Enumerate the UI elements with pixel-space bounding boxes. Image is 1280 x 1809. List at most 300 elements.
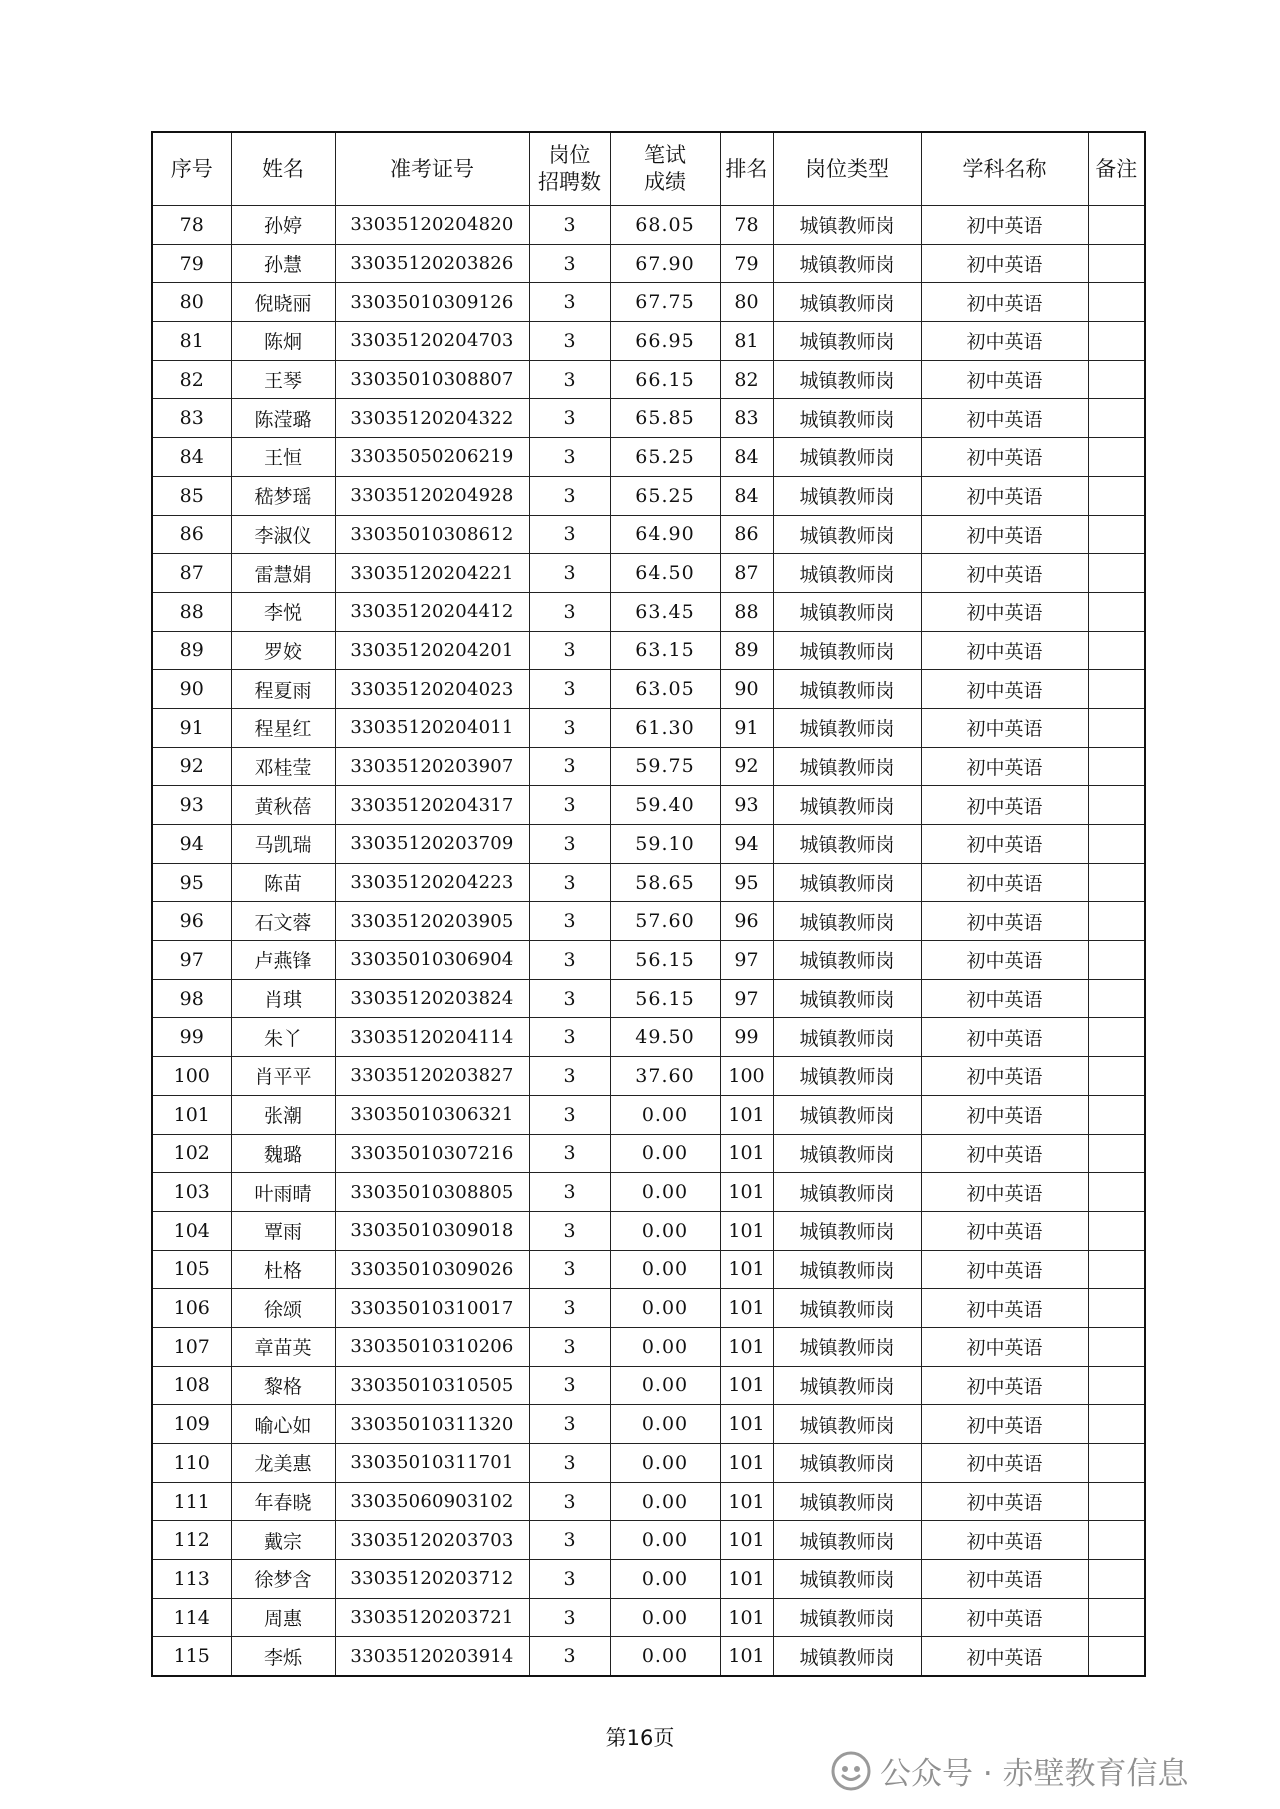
cell-subject: 初中英语 [921, 1173, 1088, 1212]
cell-positions: 3 [529, 1482, 610, 1521]
cell-index: 111 [152, 1482, 231, 1521]
cell-written-score: 0.00 [610, 1211, 720, 1250]
cell-positions: 3 [529, 206, 610, 245]
cell-written-score: 65.25 [610, 438, 720, 477]
cell-subject: 初中英语 [921, 1057, 1088, 1096]
cell-written-score: 0.00 [610, 1405, 720, 1444]
cell-remarks [1088, 1366, 1145, 1405]
cell-index: 109 [152, 1405, 231, 1444]
cell-name: 陈炯 [231, 322, 335, 361]
cell-name: 卢燕锋 [231, 941, 335, 980]
cell-index: 89 [152, 631, 231, 670]
cell-rank: 82 [720, 360, 773, 399]
cell-subject: 初中英语 [921, 1444, 1088, 1483]
cell-rank: 101 [720, 1211, 773, 1250]
watermark [830, 1748, 1189, 1793]
cell-ticket-number: 33035010310206 [335, 1327, 529, 1366]
cell-name: 章苗英 [231, 1327, 335, 1366]
cell-remarks [1088, 515, 1145, 554]
cell-ticket-number: 33035120203721 [335, 1598, 529, 1637]
cell-rank: 101 [720, 1521, 773, 1560]
cell-position-type: 城镇教师岗 [773, 283, 921, 322]
cell-remarks [1088, 631, 1145, 670]
cell-index: 113 [152, 1560, 231, 1599]
cell-positions: 3 [529, 1560, 610, 1599]
cell-position-type: 城镇教师岗 [773, 515, 921, 554]
cell-name: 黎格 [231, 1366, 335, 1405]
cell-position-type: 城镇教师岗 [773, 631, 921, 670]
cell-remarks [1088, 1057, 1145, 1096]
cell-ticket-number: 33035050206219 [335, 438, 529, 477]
cell-index: 88 [152, 592, 231, 631]
cell-remarks [1088, 1637, 1145, 1676]
cell-position-type: 城镇教师岗 [773, 1366, 921, 1405]
cell-index: 104 [152, 1211, 231, 1250]
cell-name: 年春晓 [231, 1482, 335, 1521]
cell-subject: 初中英语 [921, 1405, 1088, 1444]
cell-rank: 89 [720, 631, 773, 670]
cell-written-score: 61.30 [610, 708, 720, 747]
cell-written-score: 65.25 [610, 476, 720, 515]
cell-index: 114 [152, 1598, 231, 1637]
cell-rank: 87 [720, 554, 773, 593]
cell-position-type: 城镇教师岗 [773, 322, 921, 361]
cell-subject: 初中英语 [921, 360, 1088, 399]
cell-ticket-number: 33035120203826 [335, 244, 529, 283]
table-row [152, 1482, 1145, 1521]
table-row [152, 244, 1145, 283]
cell-name: 喻心如 [231, 1405, 335, 1444]
cell-name: 叶雨晴 [231, 1173, 335, 1212]
cell-name: 杜格 [231, 1250, 335, 1289]
cell-position-type: 城镇教师岗 [773, 1327, 921, 1366]
cell-subject: 初中英语 [921, 1327, 1088, 1366]
cell-position-type: 城镇教师岗 [773, 1018, 921, 1057]
cell-ticket-number: 33035010309126 [335, 283, 529, 322]
cell-subject: 初中英语 [921, 1134, 1088, 1173]
table-row [152, 1289, 1145, 1328]
cell-positions: 3 [529, 1405, 610, 1444]
cell-remarks [1088, 747, 1145, 786]
cell-name: 陈滢璐 [231, 399, 335, 438]
cell-written-score: 67.90 [610, 244, 720, 283]
cell-written-score: 0.00 [610, 1250, 720, 1289]
cell-ticket-number: 33035120204114 [335, 1018, 529, 1057]
cell-index: 94 [152, 825, 231, 864]
cell-remarks [1088, 554, 1145, 593]
cell-subject: 初中英语 [921, 941, 1088, 980]
cell-ticket-number: 33035010306904 [335, 941, 529, 980]
cell-subject: 初中英语 [921, 1289, 1088, 1328]
cell-positions: 3 [529, 476, 610, 515]
cell-name: 徐梦含 [231, 1560, 335, 1599]
cell-positions: 3 [529, 1018, 610, 1057]
cell-rank: 94 [720, 825, 773, 864]
cell-position-type: 城镇教师岗 [773, 708, 921, 747]
cell-position-type: 城镇教师岗 [773, 1560, 921, 1599]
table-row [152, 1250, 1145, 1289]
cell-ticket-number: 33035120204317 [335, 786, 529, 825]
cell-subject: 初中英语 [921, 631, 1088, 670]
cell-positions: 3 [529, 1250, 610, 1289]
cell-ticket-number: 33035120203914 [335, 1637, 529, 1676]
cell-ticket-number: 33035010308612 [335, 515, 529, 554]
cell-positions: 3 [529, 863, 610, 902]
cell-name: 石文蓉 [231, 902, 335, 941]
cell-position-type: 城镇教师岗 [773, 1444, 921, 1483]
cell-index: 103 [152, 1173, 231, 1212]
cell-remarks [1088, 708, 1145, 747]
cell-positions: 3 [529, 1637, 610, 1676]
cell-positions: 3 [529, 941, 610, 980]
cell-name: 雷慧娟 [231, 554, 335, 593]
cell-index: 84 [152, 438, 231, 477]
cell-index: 112 [152, 1521, 231, 1560]
cell-remarks [1088, 1211, 1145, 1250]
table-row [152, 902, 1145, 941]
cell-written-score: 56.15 [610, 979, 720, 1018]
cell-written-score: 56.15 [610, 941, 720, 980]
cell-remarks [1088, 1289, 1145, 1328]
cell-ticket-number: 33035120204011 [335, 708, 529, 747]
cell-written-score: 59.75 [610, 747, 720, 786]
cell-positions: 3 [529, 902, 610, 941]
cell-subject: 初中英语 [921, 1598, 1088, 1637]
cell-remarks [1088, 1521, 1145, 1560]
cell-rank: 91 [720, 708, 773, 747]
cell-position-type: 城镇教师岗 [773, 747, 921, 786]
cell-positions: 3 [529, 747, 610, 786]
table-row [152, 1521, 1145, 1560]
table-row [152, 399, 1145, 438]
cell-subject: 初中英语 [921, 1482, 1088, 1521]
cell-name: 马凯瑞 [231, 825, 335, 864]
cell-subject: 初中英语 [921, 1211, 1088, 1250]
cell-remarks [1088, 863, 1145, 902]
cell-written-score: 63.45 [610, 592, 720, 631]
header-written-score: 笔试 成绩 [610, 132, 720, 206]
cell-ticket-number: 33035010311701 [335, 1444, 529, 1483]
cell-subject: 初中英语 [921, 747, 1088, 786]
cell-remarks [1088, 1444, 1145, 1483]
cell-index: 105 [152, 1250, 231, 1289]
cell-written-score: 66.15 [610, 360, 720, 399]
cell-remarks [1088, 1173, 1145, 1212]
cell-rank: 97 [720, 979, 773, 1018]
cell-index: 85 [152, 476, 231, 515]
cell-remarks [1088, 206, 1145, 245]
cell-index: 92 [152, 747, 231, 786]
cell-name: 戴宗 [231, 1521, 335, 1560]
cell-subject: 初中英语 [921, 476, 1088, 515]
cell-remarks [1088, 670, 1145, 709]
cell-written-score: 0.00 [610, 1444, 720, 1483]
cell-rank: 88 [720, 592, 773, 631]
cell-remarks [1088, 941, 1145, 980]
table-row [152, 825, 1145, 864]
cell-name: 李悦 [231, 592, 335, 631]
cell-rank: 84 [720, 438, 773, 477]
score-table [151, 131, 1146, 1677]
cell-name: 朱丫 [231, 1018, 335, 1057]
cell-subject: 初中英语 [921, 283, 1088, 322]
table-row [152, 979, 1145, 1018]
cell-name: 程星红 [231, 708, 335, 747]
cell-index: 95 [152, 863, 231, 902]
table-row [152, 786, 1145, 825]
cell-rank: 93 [720, 786, 773, 825]
table-row [152, 360, 1145, 399]
cell-written-score: 68.05 [610, 206, 720, 245]
cell-remarks [1088, 399, 1145, 438]
cell-subject: 初中英语 [921, 1521, 1088, 1560]
cell-rank: 101 [720, 1560, 773, 1599]
cell-written-score: 0.00 [610, 1095, 720, 1134]
cell-written-score: 66.95 [610, 322, 720, 361]
cell-remarks [1088, 592, 1145, 631]
table-row [152, 1405, 1145, 1444]
cell-name: 邓桂莹 [231, 747, 335, 786]
cell-position-type: 城镇教师岗 [773, 786, 921, 825]
cell-subject: 初中英语 [921, 592, 1088, 631]
cell-subject: 初中英语 [921, 979, 1088, 1018]
cell-rank: 81 [720, 322, 773, 361]
cell-subject: 初中英语 [921, 708, 1088, 747]
cell-position-type: 城镇教师岗 [773, 476, 921, 515]
cell-positions: 3 [529, 515, 610, 554]
cell-name: 张潮 [231, 1095, 335, 1134]
table-row [152, 1366, 1145, 1405]
cell-position-type: 城镇教师岗 [773, 1405, 921, 1444]
cell-ticket-number: 33035010310505 [335, 1366, 529, 1405]
cell-index: 102 [152, 1134, 231, 1173]
cell-ticket-number: 33035010310017 [335, 1289, 529, 1328]
cell-name: 倪晓丽 [231, 283, 335, 322]
cell-subject: 初中英语 [921, 206, 1088, 245]
cell-written-score: 58.65 [610, 863, 720, 902]
table-row [152, 631, 1145, 670]
cell-written-score: 0.00 [610, 1482, 720, 1521]
cell-name: 黄秋蓓 [231, 786, 335, 825]
cell-position-type: 城镇教师岗 [773, 592, 921, 631]
cell-rank: 84 [720, 476, 773, 515]
cell-written-score: 59.40 [610, 786, 720, 825]
table-row [152, 1560, 1145, 1599]
cell-remarks [1088, 1095, 1145, 1134]
cell-remarks [1088, 902, 1145, 941]
cell-remarks [1088, 1482, 1145, 1521]
page-number: 第16页 [605, 1726, 675, 1750]
table-row [152, 476, 1145, 515]
cell-ticket-number: 33035120203827 [335, 1057, 529, 1096]
cell-index: 100 [152, 1057, 231, 1096]
cell-index: 115 [152, 1637, 231, 1676]
cell-name: 周惠 [231, 1598, 335, 1637]
cell-name: 罗姣 [231, 631, 335, 670]
cell-name: 龙美惠 [231, 1444, 335, 1483]
cell-written-score: 0.00 [610, 1521, 720, 1560]
cell-positions: 3 [529, 1521, 610, 1560]
cell-index: 90 [152, 670, 231, 709]
cell-positions: 3 [529, 825, 610, 864]
cell-index: 91 [152, 708, 231, 747]
table-row [152, 1444, 1145, 1483]
cell-subject: 初中英语 [921, 1366, 1088, 1405]
cell-rank: 101 [720, 1444, 773, 1483]
cell-positions: 3 [529, 1444, 610, 1483]
cell-index: 80 [152, 283, 231, 322]
cell-rank: 101 [720, 1095, 773, 1134]
cell-positions: 3 [529, 708, 610, 747]
cell-ticket-number: 33035010306321 [335, 1095, 529, 1134]
cell-rank: 101 [720, 1327, 773, 1366]
cell-ticket-number: 33035120204023 [335, 670, 529, 709]
table-row [152, 438, 1145, 477]
cell-name: 王恒 [231, 438, 335, 477]
cell-positions: 3 [529, 322, 610, 361]
cell-rank: 92 [720, 747, 773, 786]
cell-rank: 80 [720, 283, 773, 322]
cell-ticket-number: 33035060903102 [335, 1482, 529, 1521]
table-row [152, 747, 1145, 786]
cell-written-score: 0.00 [610, 1327, 720, 1366]
cell-subject: 初中英语 [921, 554, 1088, 593]
cell-positions: 3 [529, 592, 610, 631]
cell-remarks [1088, 825, 1145, 864]
cell-position-type: 城镇教师岗 [773, 941, 921, 980]
cell-subject: 初中英语 [921, 1095, 1088, 1134]
cell-position-type: 城镇教师岗 [773, 670, 921, 709]
cell-rank: 101 [720, 1637, 773, 1676]
cell-ticket-number: 33035010307216 [335, 1134, 529, 1173]
table-row [152, 515, 1145, 554]
cell-position-type: 城镇教师岗 [773, 979, 921, 1018]
cell-position-type: 城镇教师岗 [773, 1211, 921, 1250]
cell-ticket-number: 33035010308805 [335, 1173, 529, 1212]
table-row [152, 554, 1145, 593]
cell-written-score: 49.50 [610, 1018, 720, 1057]
cell-index: 97 [152, 941, 231, 980]
cell-positions: 3 [529, 786, 610, 825]
cell-written-score: 0.00 [610, 1173, 720, 1212]
cell-written-score: 0.00 [610, 1134, 720, 1173]
cell-rank: 83 [720, 399, 773, 438]
cell-name: 陈苗 [231, 863, 335, 902]
cell-rank: 101 [720, 1250, 773, 1289]
cell-position-type: 城镇教师岗 [773, 438, 921, 477]
cell-name: 李淑仪 [231, 515, 335, 554]
table-row [152, 1095, 1145, 1134]
cell-written-score: 0.00 [610, 1598, 720, 1637]
cell-remarks [1088, 1598, 1145, 1637]
cell-rank: 101 [720, 1366, 773, 1405]
table-row [152, 1173, 1145, 1212]
cell-ticket-number: 33035120203905 [335, 902, 529, 941]
cell-rank: 90 [720, 670, 773, 709]
cell-index: 101 [152, 1095, 231, 1134]
cell-remarks [1088, 283, 1145, 322]
table-row [152, 1211, 1145, 1250]
cell-rank: 101 [720, 1173, 773, 1212]
cell-ticket-number: 33035120203712 [335, 1560, 529, 1599]
cell-positions: 3 [529, 1095, 610, 1134]
cell-ticket-number: 33035120203709 [335, 825, 529, 864]
cell-subject: 初中英语 [921, 1018, 1088, 1057]
header-rank: 排名 [720, 132, 773, 206]
cell-index: 79 [152, 244, 231, 283]
cell-written-score: 64.90 [610, 515, 720, 554]
cell-rank: 86 [720, 515, 773, 554]
cell-name: 孙婷 [231, 206, 335, 245]
cell-rank: 100 [720, 1057, 773, 1096]
cell-remarks [1088, 979, 1145, 1018]
cell-position-type: 城镇教师岗 [773, 1057, 921, 1096]
cell-positions: 3 [529, 244, 610, 283]
cell-position-type: 城镇教师岗 [773, 554, 921, 593]
cell-position-type: 城镇教师岗 [773, 863, 921, 902]
cell-ticket-number: 33035120204221 [335, 554, 529, 593]
cell-remarks [1088, 1018, 1145, 1057]
cell-ticket-number: 33035010309018 [335, 1211, 529, 1250]
cell-index: 108 [152, 1366, 231, 1405]
cell-index: 107 [152, 1327, 231, 1366]
cell-written-score: 0.00 [610, 1560, 720, 1599]
cell-subject: 初中英语 [921, 670, 1088, 709]
table-row [152, 592, 1145, 631]
cell-remarks [1088, 322, 1145, 361]
cell-remarks [1088, 476, 1145, 515]
cell-positions: 3 [529, 283, 610, 322]
cell-subject: 初中英语 [921, 1637, 1088, 1676]
cell-index: 93 [152, 786, 231, 825]
cell-ticket-number: 33035120204412 [335, 592, 529, 631]
cell-ticket-number: 33035010308807 [335, 360, 529, 399]
cell-remarks [1088, 786, 1145, 825]
cell-position-type: 城镇教师岗 [773, 360, 921, 399]
cell-index: 86 [152, 515, 231, 554]
cell-name: 肖平平 [231, 1057, 335, 1096]
cell-positions: 3 [529, 1366, 610, 1405]
cell-index: 82 [152, 360, 231, 399]
cell-rank: 101 [720, 1598, 773, 1637]
header-index: 序号 [152, 132, 231, 206]
cell-written-score: 0.00 [610, 1289, 720, 1328]
cell-subject: 初中英语 [921, 244, 1088, 283]
cell-position-type: 城镇教师岗 [773, 1598, 921, 1637]
cell-position-type: 城镇教师岗 [773, 1482, 921, 1521]
cell-ticket-number: 33035010309026 [335, 1250, 529, 1289]
cell-position-type: 城镇教师岗 [773, 244, 921, 283]
cell-subject: 初中英语 [921, 515, 1088, 554]
cell-rank: 97 [720, 941, 773, 980]
table-body [152, 206, 1145, 1677]
cell-rank: 96 [720, 902, 773, 941]
cell-remarks [1088, 438, 1145, 477]
cell-remarks [1088, 1134, 1145, 1173]
cell-ticket-number: 33035120203824 [335, 979, 529, 1018]
cell-index: 83 [152, 399, 231, 438]
cell-position-type: 城镇教师岗 [773, 206, 921, 245]
cell-subject: 初中英语 [921, 825, 1088, 864]
cell-position-type: 城镇教师岗 [773, 1250, 921, 1289]
cell-name: 覃雨 [231, 1211, 335, 1250]
header-name: 姓名 [231, 132, 335, 206]
cell-written-score: 63.15 [610, 631, 720, 670]
cell-positions: 3 [529, 1289, 610, 1328]
cell-ticket-number: 33035120204223 [335, 863, 529, 902]
table-row [152, 1598, 1145, 1637]
cell-index: 78 [152, 206, 231, 245]
